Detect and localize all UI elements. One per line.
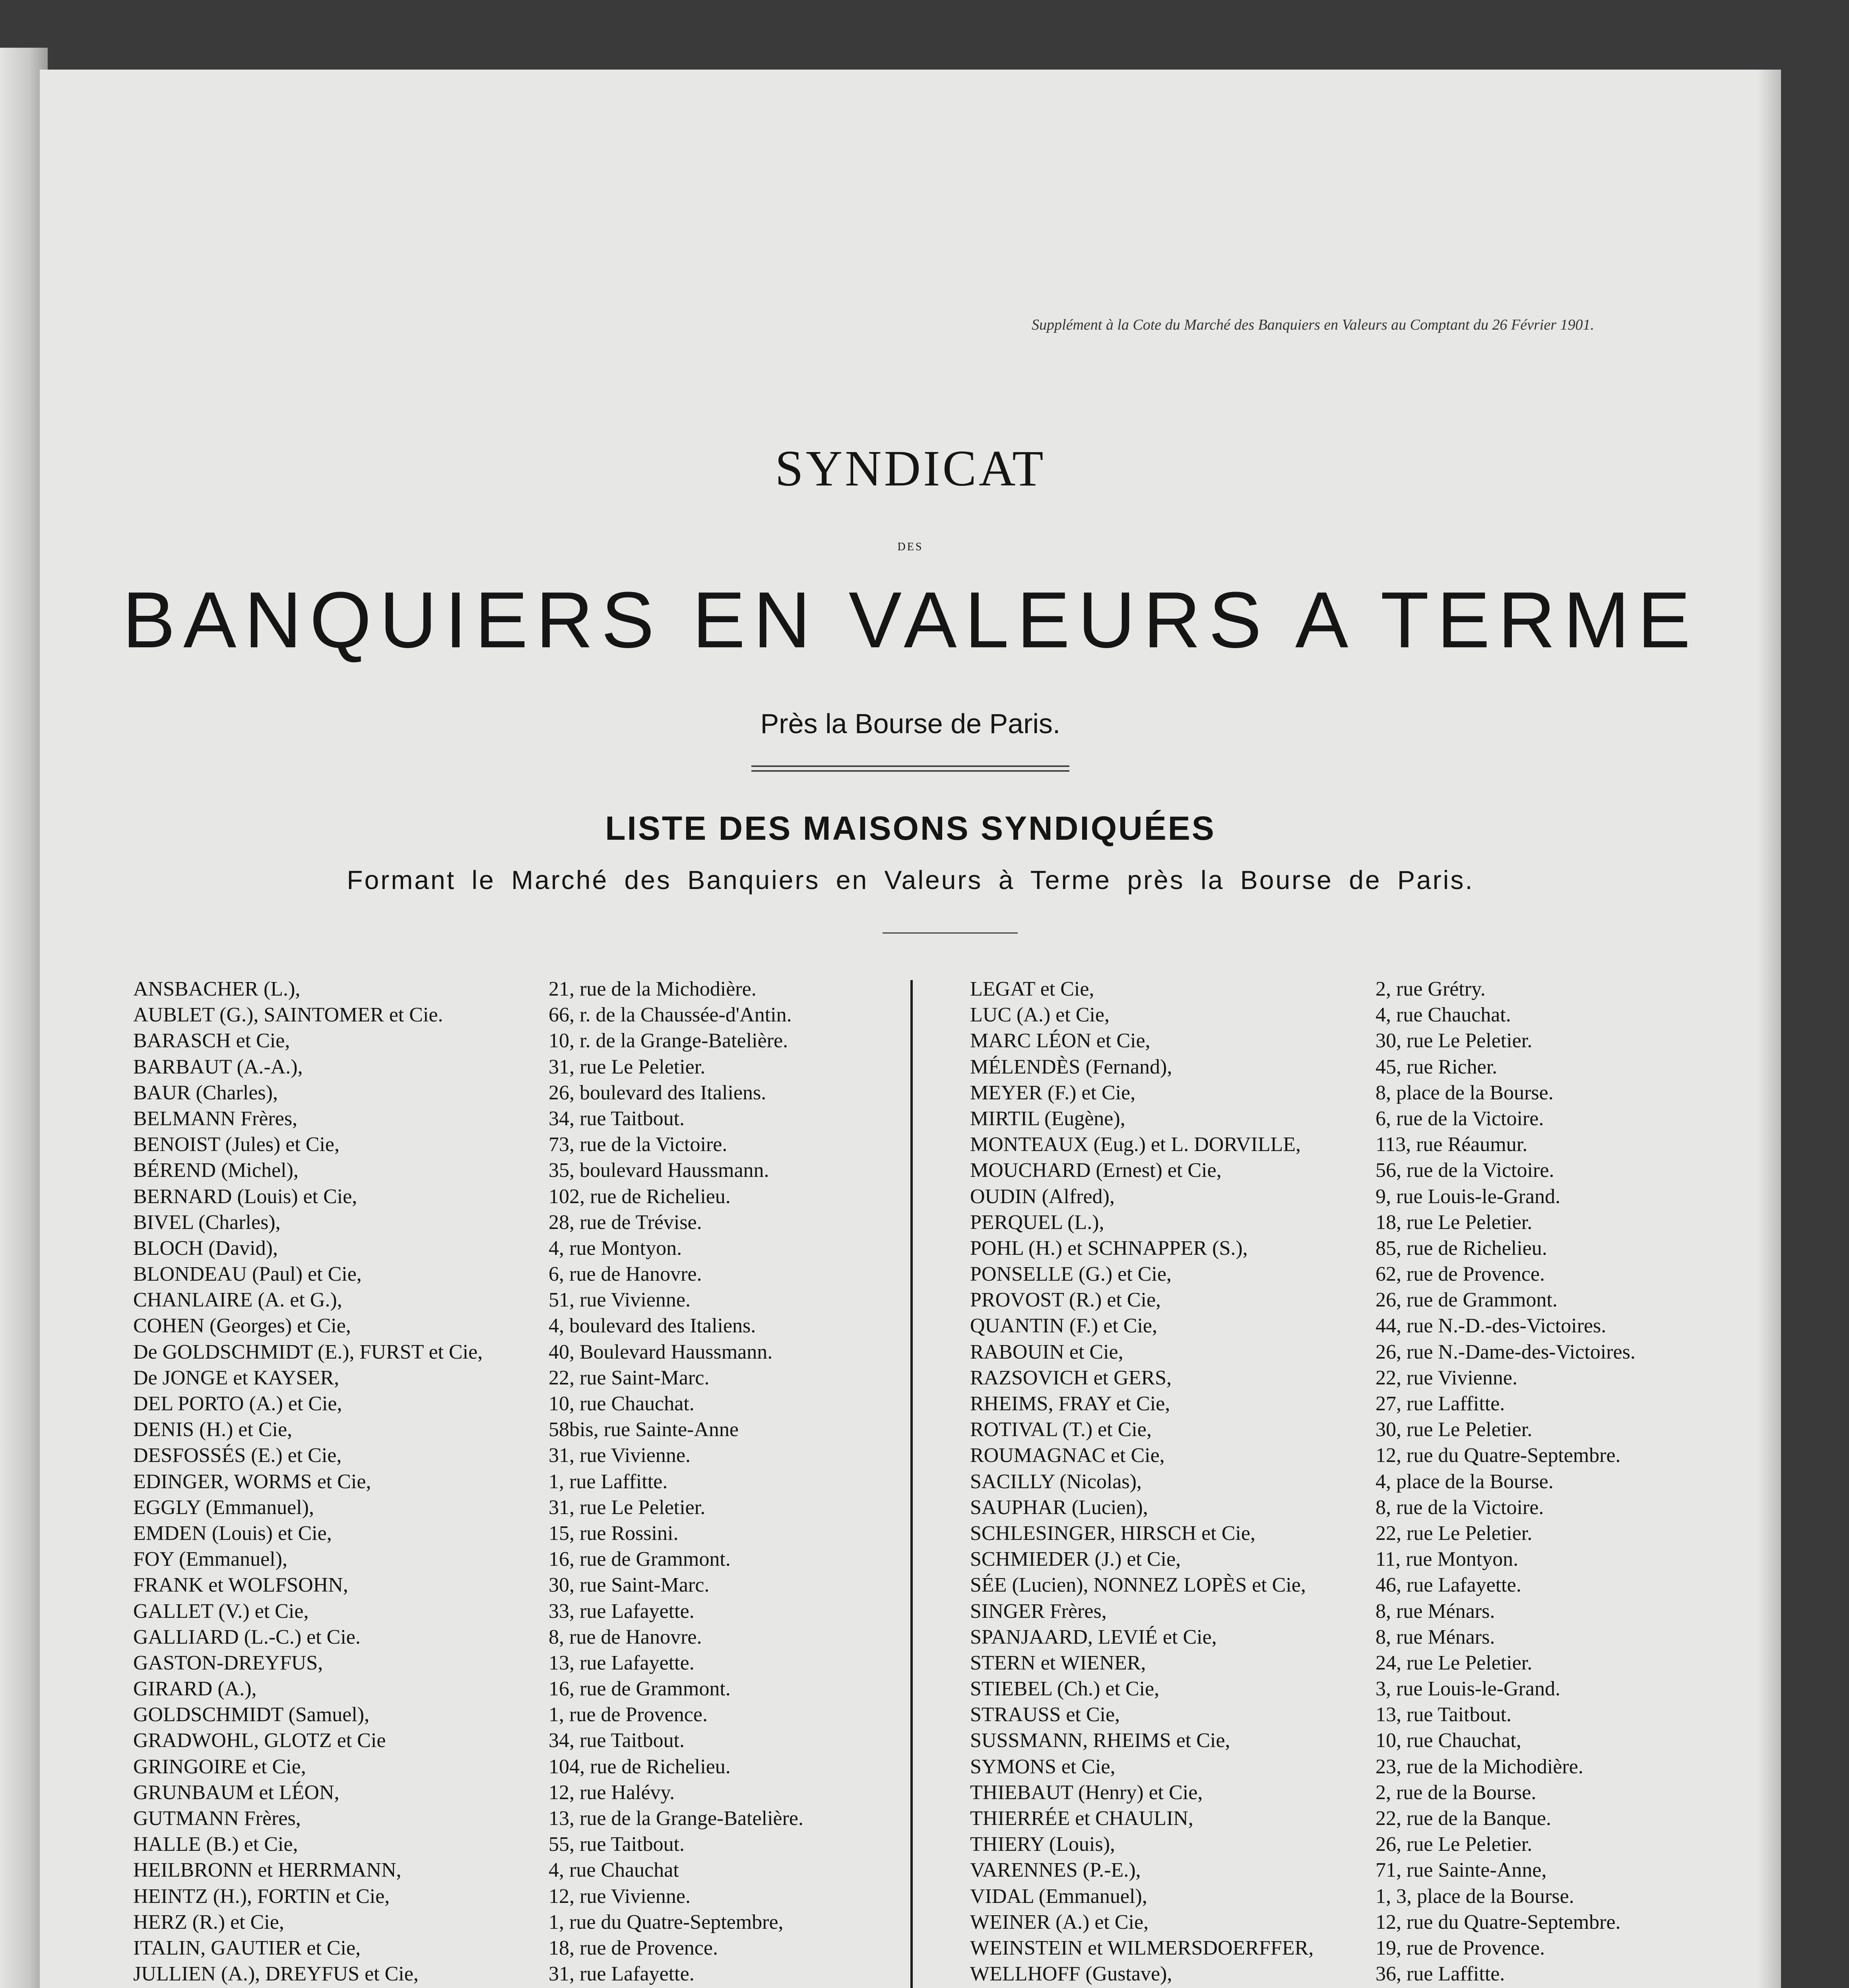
firm-address: 21, rue de la Michodière. xyxy=(549,978,757,1000)
firm-address: 13, rue Taitbout. xyxy=(1376,1703,1512,1726)
supplement-note: Supplément à la Cote du Marché des Banquiers en Valeurs au Comptant du 26 Février 1901. xyxy=(1032,316,1594,333)
list-item xyxy=(970,1106,1725,1132)
list-item xyxy=(970,1909,1725,1935)
firm-name: BÉREND (Michel), xyxy=(133,1159,299,1182)
firm-name: SPANJAARD, LEVIÉ et Cie, xyxy=(970,1625,1217,1648)
firm-name: BARASCH et Cie, xyxy=(133,1029,290,1052)
list-item xyxy=(133,1935,896,1961)
list-item xyxy=(970,1676,1725,1702)
firm-address: 30, rue Saint-Marc. xyxy=(549,1574,710,1597)
list-item xyxy=(133,1883,896,1909)
firm-address: 104, rue de Richelieu. xyxy=(549,1755,731,1778)
firm-name: GASTON-DREYFUS, xyxy=(133,1651,323,1674)
list-item xyxy=(133,1780,896,1806)
title-banquiers: BANQUIERS EN VALEURS A TERME xyxy=(122,576,1699,664)
list-item xyxy=(970,1469,1725,1495)
firm-address: 23, rue de la Michodière. xyxy=(1376,1755,1583,1778)
firm-name: THIERY (Louis), xyxy=(970,1833,1115,1856)
firm-name: EMDEN (Louis) et Cie, xyxy=(133,1522,332,1545)
firm-address: 10, rue Chauchat. xyxy=(549,1392,695,1415)
list-item xyxy=(970,1624,1725,1650)
firm-address: 31, rue Le Peletier. xyxy=(549,1055,706,1078)
list-item xyxy=(133,1287,896,1313)
list-item xyxy=(133,1754,896,1780)
firm-address: 26, rue N.-Dame-des-Victoires. xyxy=(1376,1340,1636,1363)
firm-name: RHEIMS, FRAY et Cie, xyxy=(970,1392,1170,1415)
firm-address: 31, rue Vivienne. xyxy=(549,1444,691,1467)
firm-name: ANSBACHER (L.), xyxy=(133,978,301,1000)
firm-name: GUTMANN Frères, xyxy=(133,1807,301,1830)
firm-address: 31, rue Le Peletier. xyxy=(549,1496,706,1519)
list-item xyxy=(133,1831,896,1857)
list-item xyxy=(133,1209,896,1235)
firm-address: 16, rue de Grammont. xyxy=(549,1677,731,1701)
list-item xyxy=(970,1935,1725,1961)
firm-name: HEINTZ (H.), FORTIN et Cie, xyxy=(133,1885,390,1908)
list-item xyxy=(133,1806,896,1831)
firm-name: FRANK et WOLFSOHN, xyxy=(133,1574,348,1597)
firm-address: 46, rue Lafayette. xyxy=(1376,1574,1521,1597)
firm-name: VIDAL (Emmanuel), xyxy=(970,1885,1147,1908)
firm-address: 4, rue Chauchat. xyxy=(1376,1004,1511,1027)
firm-name: BLONDEAU (Paul) et Cie, xyxy=(133,1263,362,1286)
list-item xyxy=(970,1857,1725,1883)
list-item xyxy=(970,1495,1725,1520)
firm-address: 4, boulevard des Italiens. xyxy=(549,1314,756,1338)
list-item xyxy=(133,1676,896,1702)
list-item xyxy=(133,1909,896,1935)
firm-address: 19, rue de Provence. xyxy=(1376,1936,1545,1959)
firm-address: 22, rue Le Peletier. xyxy=(1376,1522,1533,1545)
firm-address: 102, rue de Richelieu. xyxy=(549,1185,731,1208)
column-divider xyxy=(910,980,913,1988)
firm-address: 66, r. de la Chaussée-d'Antin. xyxy=(549,1004,792,1027)
firm-address: 22, rue Saint-Marc. xyxy=(549,1366,710,1389)
firm-name: OUDIN (Alfred), xyxy=(970,1185,1115,1208)
firm-name: GRADWOHL, GLOTZ et Cie xyxy=(133,1729,386,1752)
firm-name: MONTEAUX (Eug.) et L. DORVILLE, xyxy=(970,1133,1301,1156)
firm-address: 1, rue du Quatre-Septembre, xyxy=(549,1910,784,1934)
firm-name: BAUR (Charles), xyxy=(133,1081,278,1104)
firm-name: BIVEL (Charles), xyxy=(133,1211,281,1234)
firm-address: 27, rue Laffitte. xyxy=(1376,1392,1505,1415)
firm-address: 1, 3, place de la Bourse. xyxy=(1376,1885,1574,1908)
firm-name: SACILLY (Nicolas), xyxy=(970,1470,1142,1493)
firm-name: MARC LÉON et Cie, xyxy=(970,1029,1151,1052)
firm-name: ROUMAGNAC et Cie, xyxy=(970,1444,1165,1467)
firm-name: MOUCHARD (Ernest) et Cie, xyxy=(970,1159,1222,1182)
firm-address: 56, rue de la Victoire. xyxy=(1376,1159,1554,1182)
list-item xyxy=(970,1132,1725,1157)
list-item xyxy=(133,1391,896,1417)
firm-address: 1, rue de Provence. xyxy=(549,1703,708,1726)
firm-address: 8, rue de la Victoire. xyxy=(1376,1496,1544,1519)
firm-name: GALLET (V.) et Cie, xyxy=(133,1600,309,1623)
title-des: DES xyxy=(897,541,924,553)
firm-address: 8, rue de Hanovre. xyxy=(549,1625,702,1648)
firm-name: GALLIARD (L.-C.) et Cie. xyxy=(133,1625,361,1648)
firm-name: CHANLAIRE (A. et G.), xyxy=(133,1289,342,1312)
firm-address: 1, rue Laffitte. xyxy=(549,1470,668,1493)
list-item xyxy=(133,1469,896,1495)
list-item xyxy=(133,1495,896,1520)
firm-name: ROTIVAL (T.) et Cie, xyxy=(970,1418,1152,1441)
list-item xyxy=(970,1417,1725,1442)
firm-address: 22, rue de la Banque. xyxy=(1376,1807,1551,1830)
list-item xyxy=(133,1598,896,1624)
list-item xyxy=(133,1132,896,1157)
title-syndicat: SYNDICAT xyxy=(775,440,1046,497)
list-item xyxy=(970,1728,1725,1753)
firm-name: SAUPHAR (Lucien), xyxy=(970,1496,1148,1519)
list-item xyxy=(970,1287,1725,1313)
firm-name: VARENNES (P.-E.), xyxy=(970,1859,1141,1882)
firm-name: COHEN (Georges) et Cie, xyxy=(133,1314,351,1338)
firm-address: 28, rue de Trévise. xyxy=(549,1211,702,1234)
firm-name: De JONGE et KAYSER, xyxy=(133,1366,340,1389)
list-item xyxy=(970,1028,1725,1054)
list-item xyxy=(133,1313,896,1339)
firm-name: De GOLDSCHMIDT (E.), FURST et Cie, xyxy=(133,1340,483,1363)
list-item xyxy=(970,1702,1725,1728)
firm-name: QUANTIN (F.) et Cie, xyxy=(970,1314,1157,1338)
firm-address: 22, rue Vivienne. xyxy=(1376,1366,1517,1389)
list-item xyxy=(970,1313,1725,1339)
firm-address: 51, rue Vivienne. xyxy=(549,1289,691,1312)
firm-name: WEINER (A.) et Cie, xyxy=(970,1910,1149,1934)
firm-address: 30, rue Le Peletier. xyxy=(1376,1418,1533,1441)
firm-name: BELMANN Frères, xyxy=(133,1107,298,1130)
firm-address: 18, rue Le Peletier. xyxy=(1376,1211,1533,1234)
list-item xyxy=(970,1961,1725,1987)
firm-address: 13, rue Lafayette. xyxy=(549,1651,695,1674)
list-item xyxy=(970,1442,1725,1468)
firm-address: 12, rue du Quatre-Septembre. xyxy=(1376,1910,1621,1934)
firm-address: 18, rue de Provence. xyxy=(549,1936,718,1959)
list-item xyxy=(970,1080,1725,1106)
page-edge xyxy=(1757,70,1781,1988)
list-item xyxy=(970,1520,1725,1546)
firm-address: 45, rue Richer. xyxy=(1376,1055,1498,1078)
liste-subtitle: Formant le Marché des Banquiers en Valeurs à Terme près la Bourse de Paris. xyxy=(347,865,1474,895)
list-item xyxy=(133,1365,896,1391)
firm-address: 9, rue Louis-le-Grand. xyxy=(1376,1185,1560,1208)
firm-name: GOLDSCHMIDT (Samuel), xyxy=(133,1703,370,1726)
list-item xyxy=(970,1235,1725,1261)
firm-name: RAZSOVICH et GERS, xyxy=(970,1366,1172,1389)
firm-address: 4, rue Chauchat xyxy=(549,1859,679,1882)
firm-name: FOY (Emmanuel), xyxy=(133,1548,287,1571)
firm-name: STIEBEL (Ch.) et Cie, xyxy=(970,1677,1160,1701)
firm-name: PERQUEL (L.), xyxy=(970,1211,1104,1234)
firm-address: 12, rue du Quatre-Septembre. xyxy=(1376,1444,1621,1467)
document-page xyxy=(40,70,1781,1988)
firm-name: ITALIN, GAUTIER et Cie, xyxy=(133,1936,361,1959)
firm-address: 10, rue Chauchat, xyxy=(1376,1729,1521,1752)
firm-name: THIERRÉE et CHAULIN, xyxy=(970,1807,1193,1830)
firm-address: 71, rue Sainte-Anne, xyxy=(1376,1859,1547,1882)
list-item xyxy=(970,1157,1725,1183)
firm-address: 8, place de la Bourse. xyxy=(1376,1081,1554,1104)
liste-title: LISTE DES MAISONS SYNDIQUÉES xyxy=(605,810,1216,847)
list-item xyxy=(133,1080,896,1106)
list-item xyxy=(970,1054,1725,1080)
list-item xyxy=(970,1650,1725,1676)
firm-address: 8, rue Ménars. xyxy=(1376,1600,1495,1623)
list-item xyxy=(970,1184,1725,1209)
firm-name: DEL PORTO (A.) et Cie, xyxy=(133,1392,342,1415)
list-item xyxy=(970,1002,1725,1028)
firm-name: EDINGER, WORMS et Cie, xyxy=(133,1470,371,1493)
list-item xyxy=(133,1184,896,1209)
list-item xyxy=(133,1002,896,1028)
firm-address: 4, rue Montyon. xyxy=(549,1237,682,1260)
firm-address: 62, rue de Provence. xyxy=(1376,1263,1545,1286)
firm-address: 31, rue Lafayette. xyxy=(549,1963,695,1986)
firm-name: MIRTIL (Eugène), xyxy=(970,1107,1125,1130)
firm-name: BENOIST (Jules) et Cie, xyxy=(133,1133,340,1156)
firm-address: 113, rue Réaumur. xyxy=(1376,1133,1528,1156)
list-item xyxy=(970,976,1725,1002)
members-list-right xyxy=(970,976,1725,1988)
firm-name: SCHLESINGER, HIRSCH et Cie, xyxy=(970,1522,1255,1545)
firm-name: GIRARD (A.), xyxy=(133,1677,257,1701)
double-rule xyxy=(751,765,1069,772)
list-item xyxy=(133,1624,896,1650)
firm-name: WELLHOFF (Gustave), xyxy=(970,1963,1172,1986)
firm-name: GRUNBAUM et LÉON, xyxy=(133,1781,340,1804)
list-item xyxy=(970,1209,1725,1235)
firm-address: 6, rue de la Victoire. xyxy=(1376,1107,1544,1130)
list-item xyxy=(970,1780,1725,1806)
firm-address: 40, Boulevard Haussmann. xyxy=(549,1340,773,1363)
firm-address: 2, rue de la Bourse. xyxy=(1376,1781,1537,1804)
list-item xyxy=(133,1339,896,1365)
firm-name: SUSSMANN, RHEIMS et Cie, xyxy=(970,1729,1230,1752)
list-item xyxy=(970,1339,1725,1365)
list-item xyxy=(970,1831,1725,1857)
firm-address: 2, rue Grétry. xyxy=(1376,978,1486,1000)
firm-name: HALLE (B.) et Cie, xyxy=(133,1833,298,1856)
list-item xyxy=(133,1106,896,1132)
list-item xyxy=(970,1546,1725,1572)
firm-name: SINGER Frères, xyxy=(970,1600,1107,1623)
firm-address: 73, rue de la Victoire. xyxy=(549,1133,728,1156)
firm-name: SCHMIEDER (J.) et Cie, xyxy=(970,1548,1181,1571)
firm-address: 26, boulevard des Italiens. xyxy=(549,1081,766,1104)
firm-address: 30, rue Le Peletier. xyxy=(1376,1029,1533,1052)
firm-address: 58bis, rue Sainte-Anne xyxy=(549,1418,739,1441)
firm-name: HERZ (R.) et Cie, xyxy=(133,1910,284,1934)
firm-name: STRAUSS et Cie, xyxy=(970,1703,1120,1726)
firm-name: DENIS (H.) et Cie, xyxy=(133,1418,293,1441)
firm-address: 16, rue de Grammont. xyxy=(549,1548,731,1571)
list-item xyxy=(970,1598,1725,1624)
firm-address: 11, rue Montyon. xyxy=(1376,1548,1519,1571)
firm-address: 85, rue de Richelieu. xyxy=(1376,1237,1547,1260)
firm-address: 10, r. de la Grange-Batelière. xyxy=(549,1029,788,1052)
list-item xyxy=(133,1650,896,1676)
firm-name: STERN et WIENER, xyxy=(970,1651,1146,1674)
firm-address: 3, rue Louis-le-Grand. xyxy=(1376,1677,1560,1701)
firm-address: 12, rue Vivienne. xyxy=(549,1885,691,1908)
firm-name: LUC (A.) et Cie, xyxy=(970,1004,1110,1027)
list-item xyxy=(970,1754,1725,1780)
list-item xyxy=(133,1546,896,1572)
firm-name: LEGAT et Cie, xyxy=(970,978,1094,1000)
list-item xyxy=(133,1961,896,1987)
firm-address: 4, place de la Bourse. xyxy=(1376,1470,1554,1493)
short-rule xyxy=(883,932,1018,934)
firm-name: BARBAUT (A.-A.), xyxy=(133,1055,303,1078)
title-pres-la-bourse: Près la Bourse de Paris. xyxy=(760,708,1061,739)
list-item xyxy=(970,1572,1725,1598)
firm-address: 15, rue Rossini. xyxy=(549,1522,679,1545)
firm-address: 55, rue Taitbout. xyxy=(549,1833,685,1856)
firm-name: GRINGOIRE et Cie, xyxy=(133,1755,306,1778)
firm-name: MEYER (F.) et Cie, xyxy=(970,1081,1136,1104)
members-list-left xyxy=(133,976,896,1988)
firm-address: 12, rue Halévy. xyxy=(549,1781,675,1804)
firm-address: 8, rue Ménars. xyxy=(1376,1625,1495,1648)
list-item xyxy=(133,1702,896,1728)
firm-name: BLOCH (David), xyxy=(133,1237,278,1260)
list-item xyxy=(133,1442,896,1468)
list-item xyxy=(970,1883,1725,1909)
list-item xyxy=(970,1261,1725,1287)
list-item xyxy=(133,1572,896,1598)
firm-address: 6, rue de Hanovre. xyxy=(549,1263,702,1286)
firm-name: MÉLENDÈS (Fernand), xyxy=(970,1055,1172,1078)
firm-address: 35, boulevard Haussmann. xyxy=(549,1159,769,1182)
list-item xyxy=(133,1028,896,1054)
list-item xyxy=(970,1391,1725,1417)
firm-name: HEILBRONN et HERRMANN, xyxy=(133,1859,402,1882)
list-item xyxy=(133,1261,896,1287)
firm-name: BERNARD (Louis) et Cie, xyxy=(133,1185,357,1208)
firm-name: POHL (H.) et SCHNAPPER (S.), xyxy=(970,1237,1248,1260)
firm-name: THIEBAUT (Henry) et Cie, xyxy=(970,1781,1203,1804)
firm-name: SYMONS et Cie, xyxy=(970,1755,1116,1778)
list-item xyxy=(133,1728,896,1753)
firm-name: DESFOSSÉS (E.) et Cie, xyxy=(133,1444,342,1467)
firm-address: 44, rue N.-D.-des-Victoires. xyxy=(1376,1314,1606,1338)
firm-address: 34, rue Taitbout. xyxy=(549,1107,685,1130)
list-item xyxy=(970,1806,1725,1831)
firm-name: SÉE (Lucien), NONNEZ LOPÈS et Cie, xyxy=(970,1574,1306,1597)
list-item xyxy=(133,976,896,1002)
firm-name: WEINSTEIN et WILMERSDOERFFER, xyxy=(970,1936,1314,1959)
firm-address: 33, rue Lafayette. xyxy=(549,1600,695,1623)
firm-name: AUBLET (G.), SAINTOMER et Cie. xyxy=(133,1004,443,1027)
list-item xyxy=(133,1417,896,1442)
list-item xyxy=(133,1157,896,1183)
firm-name: JULLIEN (A.), DREYFUS et Cie, xyxy=(133,1963,419,1986)
firm-address: 26, rue Le Peletier. xyxy=(1376,1833,1533,1856)
firm-name: PROVOST (R.) et Cie, xyxy=(970,1289,1161,1312)
firm-address: 34, rue Taitbout. xyxy=(549,1729,685,1752)
firm-name: RABOUIN et Cie, xyxy=(970,1340,1123,1363)
list-item xyxy=(133,1235,896,1261)
firm-address: 24, rue Le Peletier. xyxy=(1376,1651,1533,1674)
firm-address: 13, rue de la Grange-Batelière. xyxy=(549,1807,804,1830)
firm-name: EGGLY (Emmanuel), xyxy=(133,1496,314,1519)
list-item xyxy=(133,1054,896,1080)
list-item xyxy=(970,1365,1725,1391)
firm-address: 36, rue Laffitte. xyxy=(1376,1963,1505,1986)
firm-address: 26, rue de Grammont. xyxy=(1376,1289,1558,1312)
firm-name: PONSELLE (G.) et Cie, xyxy=(970,1263,1172,1286)
list-item xyxy=(133,1857,896,1883)
list-item xyxy=(133,1520,896,1546)
